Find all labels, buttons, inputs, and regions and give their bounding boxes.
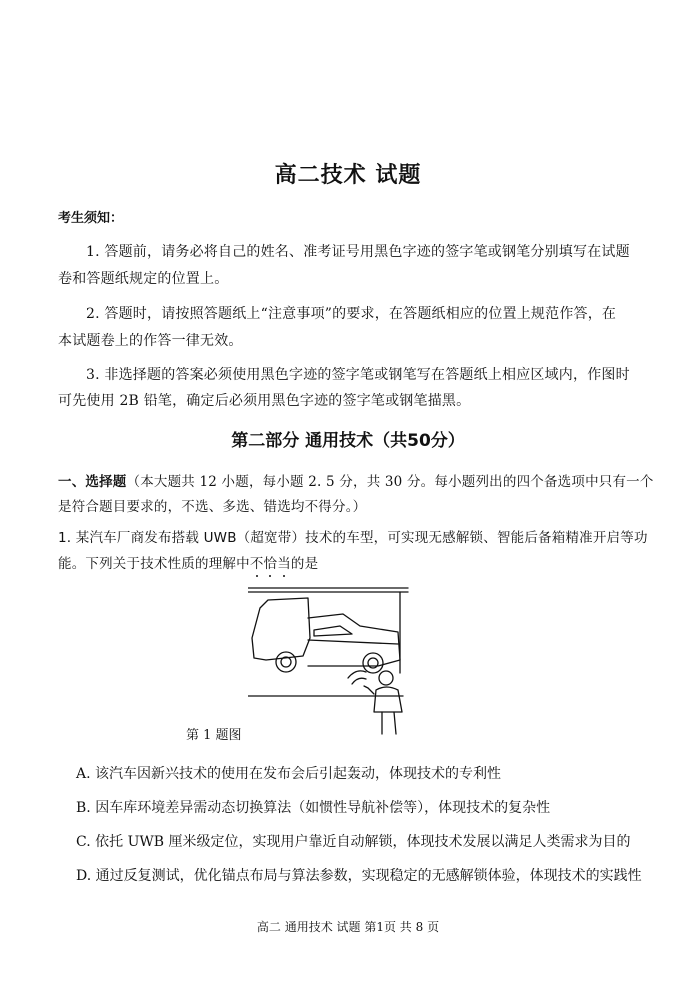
question-1-figure [248,578,418,736]
front-wheel [276,652,296,672]
mc-instruction-line-2: 是符合题目要求的，不选、多选、错选均不得分。） [58,499,367,515]
notice-heading: 考生须知： [58,211,124,226]
car-garage-illustration [248,578,418,736]
car-window [314,626,352,636]
page-footer: 高二 通用技术 试题 第1页 共 8 页 [256,920,440,934]
section-title: 第二部分 通用技术（共50分） [231,431,465,451]
emphasis-char-2: 恰 [263,556,278,572]
question-1-line-1: 1. 某汽车厂商发布搭载 UWB（超宽带）技术的车型，可实现无感解锁、智能后备箱精准开启等功 [58,530,648,546]
option-d: D. 通过反复测试，优化锚点布局与算法参数，实现稳定的无感解锁体验，体现技术的实践性 [76,868,642,884]
person-head [379,671,393,685]
notice-item-2-line-1: 2. 答题时，请按照答题纸上“注意事项”的要求，在答题纸相应的位置上规范作答，在 [86,306,617,322]
front-hub [281,657,291,667]
mc-heading: 一、选择题 [58,474,127,490]
emphasis-char-3: 当 [277,556,291,572]
notice-item-2-line-2: 本试题卷上的作答一律无效。 [58,333,243,349]
mc-instruction-1: （本大题共 12 小题，每小题 2. 5 分，共 30 分。每小题列出的四个备选项中只有一个 [126,474,654,490]
signal-wave-1 [348,671,366,678]
question-1-line-2-post: 的是 [290,556,319,572]
rear-wheel [363,653,383,673]
notice-item-1-line-1: 1. 答题前，请务必将自己的姓名、准考证号用黑色字迹的签字笔或钢笔分别填写在试题 [86,244,630,260]
notice-item-3-line-1: 3. 非选择题的答案必须使用黑色字迹的签字笔或钢笔写在答题纸上相应区域内，作图时 [86,367,630,383]
person-right-leg [394,712,396,734]
question-1-line-2 [58,552,318,572]
option-c: C. 依托 UWB 厘米级定位，实现用户靠近自动解锁，体现技术发展以满足人类需求为目的 [76,834,631,850]
notice-item-3-line-2: 可先使用 2B 铅笔，确定后必须用黑色字迹的签字笔或钢笔描黑。 [58,393,471,409]
option-a: A. 该汽车因新兴技术的使用在发布会后引起轰动，体现技术的专利性 [76,766,502,782]
question-1-line-2-pre: 能。下列关于技术性质的理解中 [58,556,250,572]
person-arm [364,686,374,694]
notice-item-1-line-2: 卷和答题纸规定的位置上。 [58,271,229,287]
car-front [252,598,310,660]
figure-caption: 第 1 题图 [186,728,242,743]
emphasis-char-1: 不 [249,556,264,572]
mc-instruction-line-1 [58,470,654,490]
option-b: B. 因车库环境差异需动态切换算法（如惯性导航补偿等），体现技术的复杂性 [76,800,551,816]
signal-wave-2 [352,678,366,684]
person-torso [374,687,402,712]
car-trim [308,640,398,644]
page-title: 高二技术 试题 [274,163,422,188]
